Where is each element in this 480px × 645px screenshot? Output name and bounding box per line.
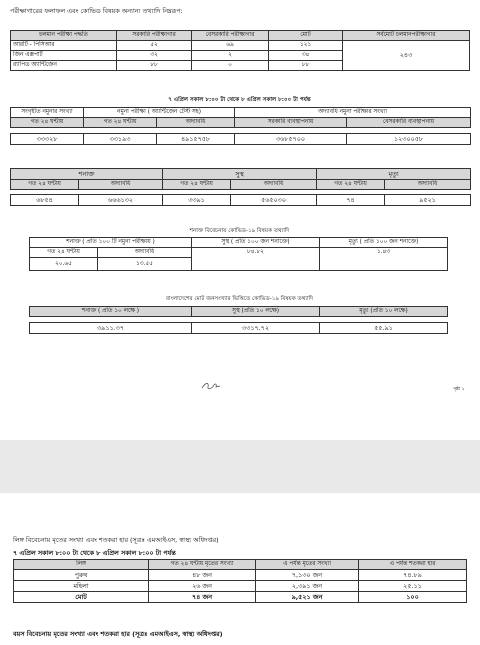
subheader: গত ২৪ ঘন্টায় xyxy=(84,118,157,128)
value-cell: ৩৩৯১ xyxy=(163,195,231,206)
header-recovered-per-million: সুস্থ (প্রতি ১০ লক্ষে) xyxy=(192,307,320,317)
subheader: অদ্যাবধি xyxy=(385,180,471,190)
value-cell: ১২৩০০৫৮ xyxy=(347,134,471,145)
total-cell: ১২১ xyxy=(269,41,343,51)
method-cell: আরটি - পিসিআর xyxy=(11,41,117,51)
header-detect-per-million: শনাক্ত ( প্রতি ১০ লক্ষে ) xyxy=(30,307,192,317)
value-cell: ৩৬৮৫৭০০ xyxy=(235,134,347,145)
total-cell: ৮৮ xyxy=(269,61,343,71)
header-private: বেসরকারি পরীক্ষাগার xyxy=(192,31,269,41)
subheader: গত ২৪ ঘন্টায় xyxy=(163,180,231,190)
tests-table xyxy=(10,107,471,145)
gender-deaths-table xyxy=(13,559,467,603)
detect-total-value: ১৩.৫৫ xyxy=(98,258,192,271)
rate-section-title: শনাক্ত বিবেচনায় কোভিড-১৯ বিষয়ক তথ্যাদি xyxy=(189,228,290,234)
total-cell: ৯,৫২১ জন xyxy=(256,592,359,603)
page-gap xyxy=(0,440,480,493)
table-row xyxy=(11,195,471,206)
gender-period: ৭ এপ্রিল সকাল ৮:০০ টা থেকে ৮ এপ্রিল সকাল ৮:০০ টা পর্যন্ত xyxy=(13,549,176,557)
header-last24: গত ২৪ ঘন্টায় মৃতের সংখ্যা xyxy=(149,560,256,570)
group-recovered: সুস্থ xyxy=(163,169,317,180)
signature-mark xyxy=(200,381,222,391)
value-cell: ৯৫২১ xyxy=(385,195,471,206)
gender-section-title: লিঙ্গ বিবেচনায় মৃতের সংখ্যা এবং শতকরা হার (সূত্রঃ এমআইএস, স্বাস্থ্য অধিদপ্তর) xyxy=(13,536,219,544)
header-samples-collected: সংগৃহীত নমুনার সংখ্যা xyxy=(11,108,84,118)
period-caption: ৭ এপ্রিল সকাল ৮:০০ টা থেকে ৮ এপ্রিল সকাল ৮:০০ টা পর্যন্ত xyxy=(168,97,311,103)
gender-cell: মহিলা xyxy=(14,581,149,592)
last24-cell: ২৬ জন xyxy=(149,581,256,592)
header-percent: এ পর্যন্ত শতকরা হার xyxy=(359,560,467,570)
subheader: গত ২৪ ঘন্টায় xyxy=(11,118,84,128)
table-row xyxy=(11,134,471,145)
percent-cell: ১০০ xyxy=(359,592,467,603)
value-cell: ৩৩৩২৮ xyxy=(11,134,84,145)
header-gender: লিঙ্গ xyxy=(14,560,149,570)
last24-cell: ৭৪ জন xyxy=(149,592,256,603)
grand-total-cell: ২৪৩ xyxy=(343,41,470,71)
value-cell: ৭৪ xyxy=(317,195,385,206)
subheader: অদ্যাবধি xyxy=(157,118,235,128)
govt-cell: ৩২ xyxy=(117,51,192,61)
subheader: বেসরকারি ব্যবস্থাপনায় xyxy=(347,118,471,128)
method-cell: জিন এক্সপার্ট xyxy=(11,51,117,61)
group-detected: শনাক্ত xyxy=(11,169,163,180)
header-govt: সরকারি পরীক্ষাগার xyxy=(117,31,192,41)
header-samples-tested: নমুনা পরীক্ষা ( অ্যান্টিজেন টেস্ট সহ) xyxy=(84,108,235,118)
header-grand-total: সর্বমোট চলমানপরীক্ষাগার xyxy=(343,31,470,41)
private-cell: ০ xyxy=(192,61,269,71)
detect-24h-value: ২০.৬৫ xyxy=(30,258,98,271)
private-cell: ৬৯ xyxy=(192,41,269,51)
recovery-rate-value: ৮৪.৮২ xyxy=(192,248,320,271)
private-cell: ২ xyxy=(192,51,269,61)
total-cell: ৭,১৩০ জন xyxy=(256,570,359,581)
govt-cell: ৮৮ xyxy=(117,61,192,71)
group-deaths: মৃত্যু xyxy=(317,169,471,180)
subheader: গত ২৪ ঘন্টায় xyxy=(317,180,385,190)
last24-cell: ৪৮ জন xyxy=(149,570,256,581)
header-total-deaths: এ পর্যন্ত মৃতের সংখ্যা xyxy=(256,560,359,570)
value-cell: ৬৮৫৪ xyxy=(11,195,79,206)
header-tests-to-date: অদ্যাবধি নমুনা পরীক্ষার সংখ্যা xyxy=(235,108,471,118)
table-row xyxy=(11,41,470,51)
value-cell: ৫৫.৯১ xyxy=(320,323,448,334)
header-recovery-rate: সুস্থ ( প্রতি ১০০ জন শনাক্তে) xyxy=(192,238,320,248)
subheader: অদ্যাবধি xyxy=(79,180,163,190)
subheader: অদ্যাবধি xyxy=(98,248,192,258)
percent-cell: ৭৪.৮৯ xyxy=(359,570,467,581)
gender-cell: পুরুষ xyxy=(14,570,149,581)
stats-table xyxy=(10,168,471,206)
page-number: পৃষ্ঠা ১ xyxy=(453,387,465,392)
percent-cell: ২৫.১১ xyxy=(359,581,467,592)
table-row xyxy=(14,570,467,581)
value-cell: ৩৩১৭.৭২ xyxy=(192,323,320,334)
subheader: সরকারি ব্যবস্থাপনায় xyxy=(235,118,347,128)
subheader: গত ২৪ ঘন্টায় xyxy=(11,180,79,190)
total-cell: ২,৩৯১ জন xyxy=(256,581,359,592)
rate-table xyxy=(29,237,448,271)
header-detect-rate: শনাক্ত ( প্রতি ১০০ টি নমুনা পরীক্ষায় ) xyxy=(30,238,192,248)
header-death-rate: মৃত্যু ( প্রতি ১০০ জন শনাক্তে) xyxy=(320,238,448,248)
govt-cell: ৫২ xyxy=(117,41,192,51)
value-cell: ৬৬৬১৩২ xyxy=(79,195,163,206)
population-table xyxy=(29,306,448,334)
population-section-title: বাংলাদেশের মোট জনসংখ্যার ভিত্তিতে কোভিড-১৯ বিষয়ক তথ্যাদি xyxy=(165,296,314,302)
report-page-2 xyxy=(0,493,480,645)
death-rate-value: ১.৪৩ xyxy=(320,248,448,271)
value-cell: ৩৯১১.৩৭ xyxy=(30,323,192,334)
gender-cell: মোট xyxy=(14,592,149,603)
table-row xyxy=(14,592,467,603)
age-section-title: বয়স বিবেচনায় মৃতের সংখ্যা এবং শতকরা হার (সূত্রঃ এমআইএস, স্বাস্থ্য অধিদপ্তর) xyxy=(13,630,223,638)
table-row xyxy=(14,581,467,592)
value-cell: ৪৯১৫৭৫৮ xyxy=(157,134,235,145)
header-death-per-million: মৃত্যু (প্রতি ১০ লক্ষে) xyxy=(320,307,448,317)
subheader: অদ্যাবধি xyxy=(231,180,317,190)
total-cell: ৩৪ xyxy=(269,51,343,61)
table-row xyxy=(30,323,448,334)
value-cell: ৩৩১৯৩ xyxy=(84,134,157,145)
header-method: চলমান পরীক্ষা পদ্ধতি xyxy=(11,31,117,41)
lab-section-title: পরীক্ষাগারের ফলাফল এবং কোভিড বিষয়ক অন্যান্য তথ্যাদি নিম্নরূপ: xyxy=(10,7,183,15)
header-total: মোট xyxy=(269,31,343,41)
value-cell: ৫৬৫০৩০ xyxy=(231,195,317,206)
subheader: গত ২৪ ঘন্টায় xyxy=(30,248,98,258)
method-cell: র‍্যাপিড অ্যান্টিজেন xyxy=(11,61,117,71)
lab-results-table xyxy=(10,30,470,71)
